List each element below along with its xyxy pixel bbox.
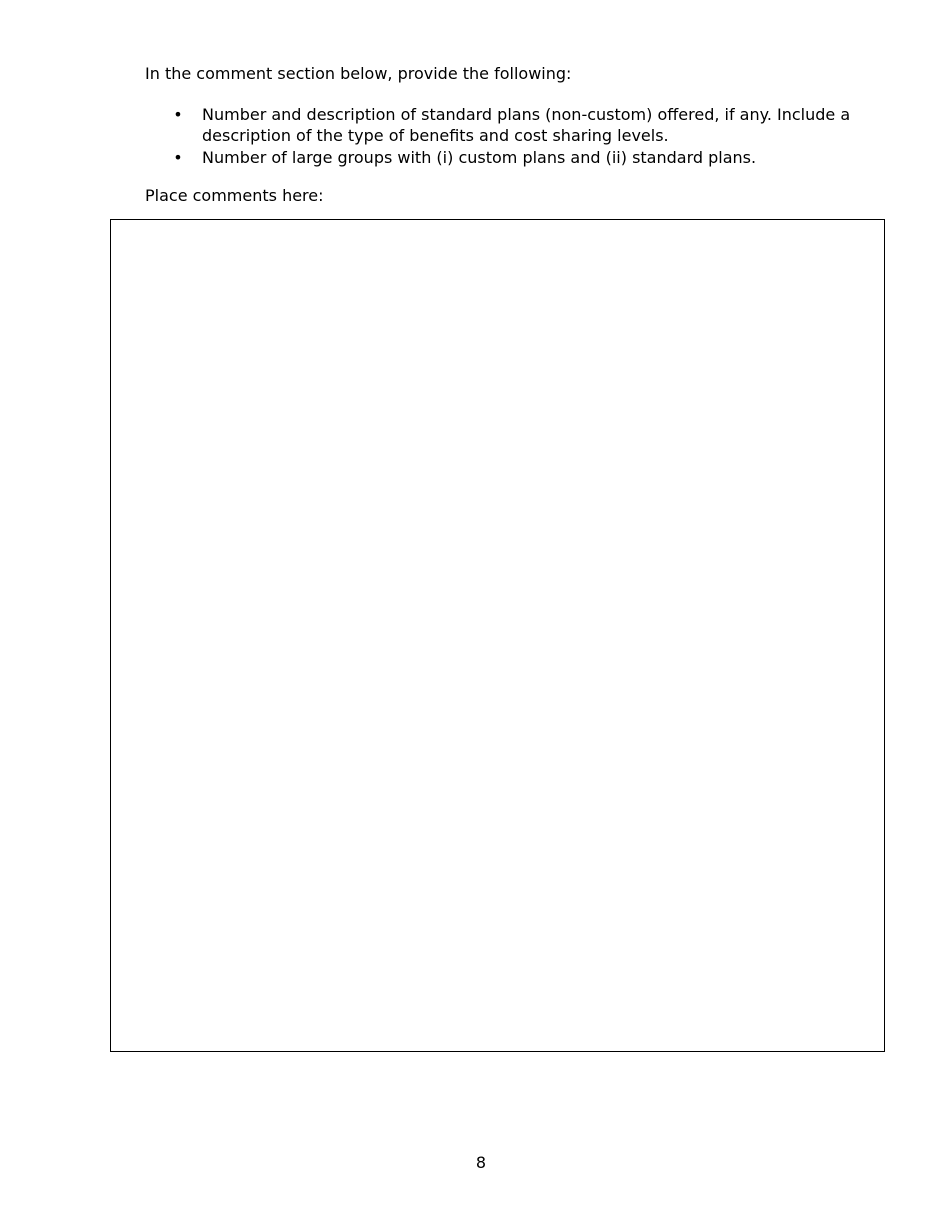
- page-number: 8: [475, 1153, 487, 1172]
- instructions-intro: In the comment section below, provide the following:: [145, 64, 572, 83]
- comments-field[interactable]: [110, 219, 885, 1052]
- list-item: [170, 147, 875, 168]
- bullet-icon: •: [173, 148, 183, 167]
- list-item-text: Number and description of standard plans (non-custom) offered, if any. Include a description of the type of benefits and cost sharing levels.: [202, 105, 851, 145]
- list-item-text: Number of large groups with (i) custom plans and (ii) standard plans.: [202, 148, 757, 167]
- list-item: [170, 104, 875, 146]
- requirements-list: [170, 104, 875, 169]
- bullet-icon: •: [173, 105, 183, 124]
- comments-label: Place comments here:: [145, 186, 324, 205]
